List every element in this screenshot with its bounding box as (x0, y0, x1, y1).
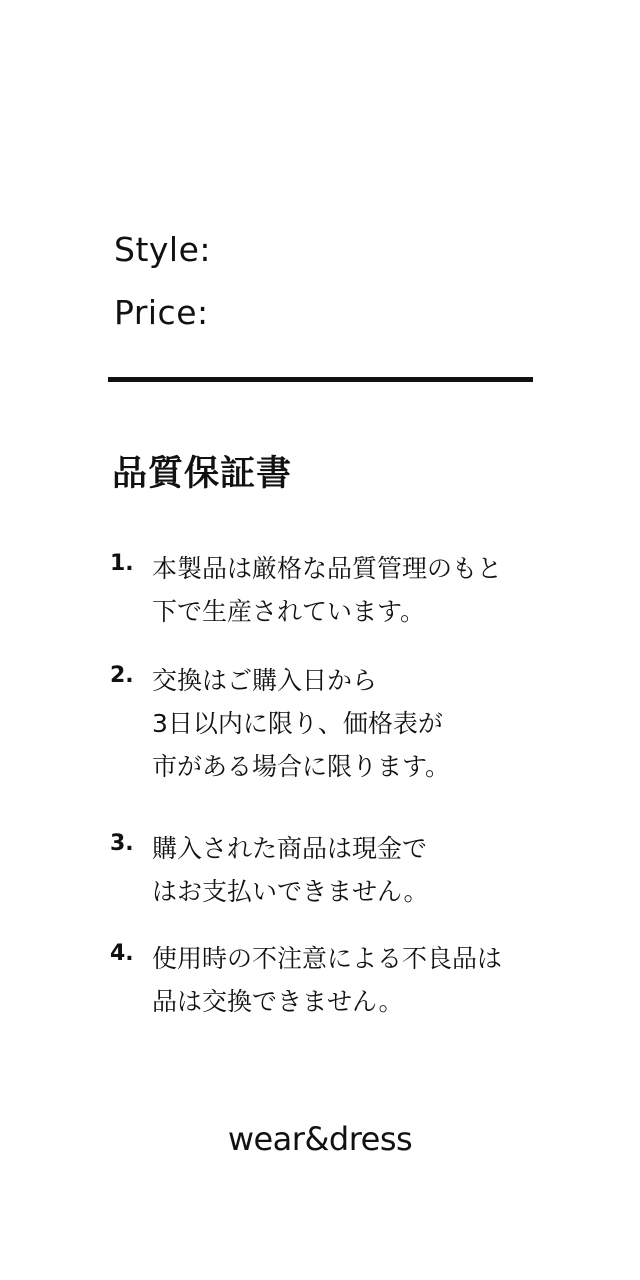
price-label: Price: (114, 293, 209, 332)
item-line: 市がある場合に限ります。 (152, 752, 451, 781)
divider (108, 377, 533, 382)
item-text (152, 547, 552, 633)
item-line: 交換はご購入日から (152, 666, 378, 695)
item-text (152, 937, 552, 1023)
item-line: 3日以内に限り、価格表が (152, 709, 443, 738)
item-number: 1. (110, 551, 134, 576)
item-line: 本製品は厳格な品質管理のもと (152, 554, 503, 583)
item-line: 品は交換できません。 (152, 987, 404, 1016)
item-number: 3. (110, 831, 134, 856)
certificate-title: 品質保証書 (112, 454, 293, 494)
brand-name: wear&dress (227, 1120, 413, 1158)
item-number: 2. (110, 663, 134, 688)
style-label: Style: (114, 230, 212, 269)
item-line: 購入された商品は現金で (152, 834, 428, 863)
item-line: 使用時の不注意による不良品は (152, 944, 503, 973)
item-line: はお支払いできません。 (152, 877, 429, 906)
item-line: 下で生産されています。 (152, 597, 426, 626)
item-text (152, 827, 552, 913)
item-text (152, 659, 552, 788)
item-number: 4. (110, 941, 134, 966)
